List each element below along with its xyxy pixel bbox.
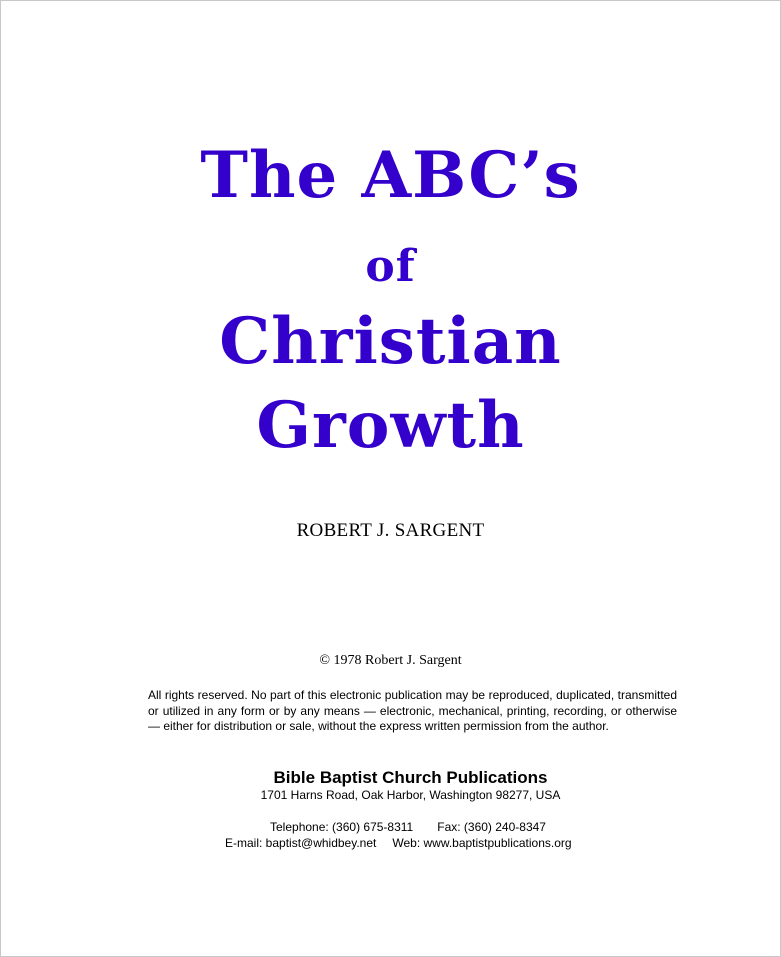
title-line-2: of: [365, 241, 416, 292]
publisher-address: 1701 Harns Road, Oak Harbor, Washington 98277, USA: [260, 788, 561, 802]
title-line-3: Christian: [219, 304, 562, 379]
email: E-mail: baptist@whidbey.net: [225, 836, 377, 850]
title-line-4: Growth: [256, 388, 525, 463]
publisher-name: Bible Baptist Church Publications: [273, 768, 548, 787]
author-name: ROBERT J. SARGENT: [296, 520, 485, 541]
copyright-notice: © 1978 Robert J. Sargent: [319, 653, 462, 668]
telephone: Telephone: (360) 675-8311: [270, 820, 414, 834]
rights-statement: All rights reserved. No part of this electronic publication may be reproduced, duplicated, transmitted or utilized in any form or by any means — electronic, mechanical, printing, recording, or otherwise — either for distribution or sale, without the express written permission from the author.: [148, 688, 677, 733]
website: Web: www.baptistpublications.org: [392, 836, 572, 850]
contact-row-phone: [270, 820, 546, 834]
title-line-1: The ABC’s: [200, 138, 581, 213]
fax: Fax: (360) 240-8347: [437, 820, 546, 834]
contact-row-email: [225, 836, 572, 850]
